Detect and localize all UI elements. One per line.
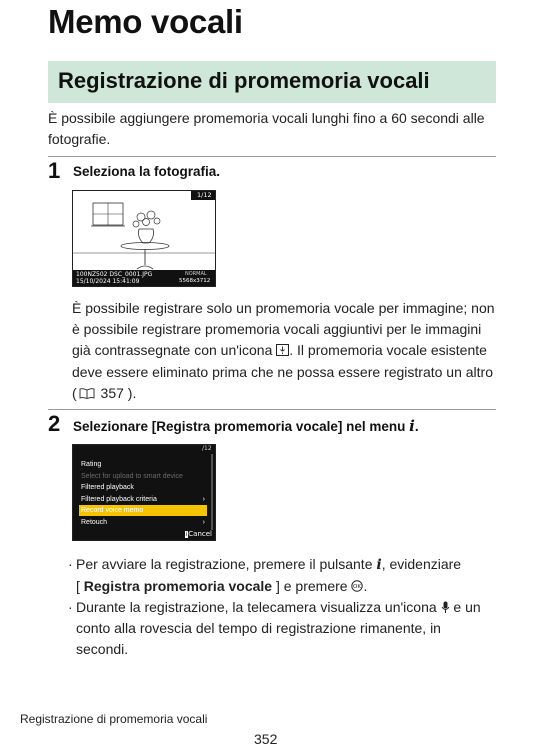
camera-playback-screen [72, 190, 216, 287]
quality-label: NORMAL [185, 271, 207, 277]
book-ref-icon [77, 385, 97, 401]
bullet-text: . [363, 578, 368, 594]
i-button-icon: i [409, 417, 415, 435]
cancel-hint [185, 530, 212, 538]
cancel-label: Cancel [188, 530, 212, 538]
step-1-text-part: È possibile registrare solo un promemoria vocale per immagine; non è possibile registrare promemoria vocali aggiuntivi per le immagini già contrassegnate con un'icona [72, 300, 495, 358]
step-2-title [73, 417, 419, 435]
menu-item-label: Rating [81, 461, 102, 468]
bullet-text: Durante la registrazione, la telecamera visualizza un'icona [76, 599, 441, 615]
menu-item[interactable] [79, 505, 207, 516]
bullet-text: ] e premere [272, 578, 352, 594]
menu-item-label: Filtered playback [81, 484, 134, 491]
bracket-open: [ [76, 578, 84, 594]
menu-item-label: Record voice memo [81, 507, 144, 514]
i-button-icon: i [376, 557, 382, 573]
step-2-title-end: . [414, 419, 419, 434]
i-button-icon: i [185, 531, 188, 538]
bullet-record-instructions [68, 554, 496, 597]
image-size: 5568x3712 [179, 278, 211, 284]
file-info: 100NZ502 DSC_0001.JPG [76, 271, 153, 278]
bullet-mark: · [68, 556, 73, 572]
step-2-title-text: Selezionare [Registra promemoria vocale] nel menu [73, 419, 410, 434]
menu-item[interactable] [79, 459, 207, 470]
footer-section-label: Registrazione di promemoria vocali [20, 712, 208, 726]
section-title: Registrazione di promemoria vocali [58, 68, 430, 93]
step-1-text [72, 298, 498, 404]
ok-button-icon [351, 578, 363, 594]
menu-item-label: Filtered playback criteria [81, 495, 157, 503]
bullet-recording-display [68, 597, 496, 660]
microphone-icon [441, 599, 450, 615]
divider [48, 156, 496, 157]
chevron-right-icon: › [202, 518, 205, 526]
intro-text: È possibile aggiungere promemoria vocali lunghi fino a 60 secondi alle fotografie. [48, 110, 485, 147]
bullet-mark: · [68, 599, 73, 615]
menu-scrollbar [211, 454, 213, 530]
menu-item-label: Retouch [81, 518, 108, 526]
step-1-title: Seleziona la fotografia. [73, 164, 221, 179]
page-ref-text: 357 ). [96, 385, 137, 401]
chevron-right-icon: › [202, 495, 205, 503]
frame-counter: /12 [202, 445, 212, 452]
menu-item-label: Select for upload to smart device [81, 472, 183, 480]
step-1-text-part: . Il promemoria vocale esistente deve essere eliminato prima che ne possa essere registrato un altro ( [72, 342, 493, 401]
date-time: 15/10/2024 15:41:09 [76, 278, 140, 285]
menu-item-name: Registra promemoria vocale [83, 578, 273, 594]
menu-item[interactable] [79, 471, 207, 482]
voice-memo-icon [276, 344, 289, 358]
bullet-text: , evidenziare [381, 556, 462, 572]
step-1-number: 1 [48, 158, 61, 183]
svg-text:OK: OK [353, 584, 362, 591]
frame-counter: 1/12 [197, 191, 212, 199]
page-title: Memo vocali [48, 3, 243, 40]
bullet-text: e un conto alla rovescia del tempo di registrazione rimanente, in secondi. [76, 599, 481, 657]
menu-item[interactable] [79, 482, 207, 493]
step-2-number: 2 [48, 411, 61, 436]
bullet-text: Per avviare la registrazione, premere il pulsante [76, 556, 377, 572]
page-number: 352 [254, 731, 278, 747]
menu-item[interactable] [79, 517, 207, 528]
menu-item[interactable] [79, 494, 207, 505]
divider [48, 409, 496, 410]
camera-i-menu-screen [72, 444, 216, 541]
